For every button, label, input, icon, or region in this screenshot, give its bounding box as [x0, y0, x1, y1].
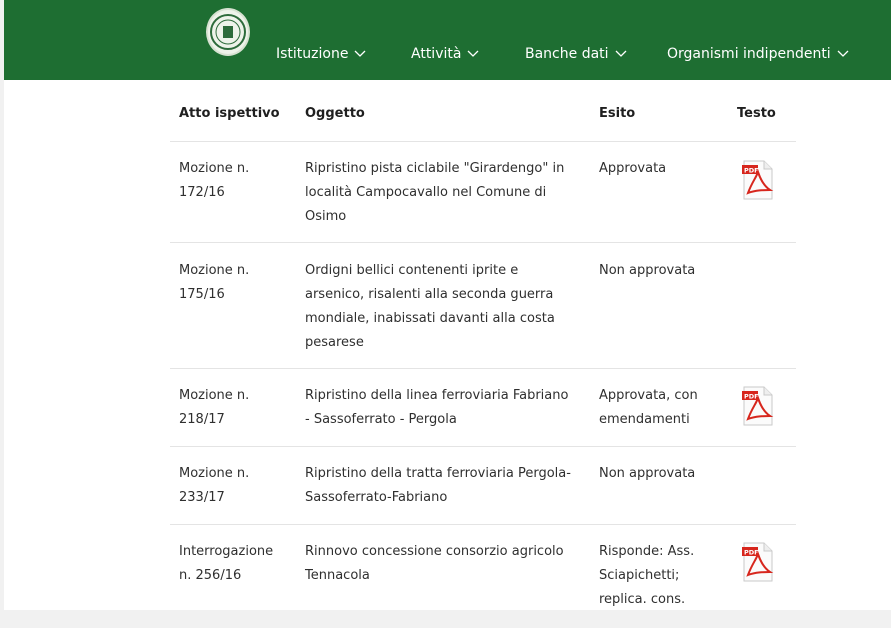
column-header-esito: Esito — [599, 106, 636, 121]
nav-item-istituzione[interactable] — [276, 46, 366, 62]
cell-atto — [179, 259, 249, 307]
esito-line: Approvata, con — [599, 388, 698, 403]
cell-atto — [179, 540, 273, 588]
esito-line: emendamenti — [599, 412, 690, 427]
esito-line: Non approvata — [599, 263, 696, 278]
atto-line: Mozione n. — [179, 466, 250, 481]
atto-line: 233/17 — [179, 490, 225, 505]
row-divider — [170, 446, 796, 447]
chevron-down-icon — [354, 50, 366, 58]
chevron-down-icon — [615, 50, 627, 58]
row-divider — [170, 368, 796, 369]
nav-item-label: Istituzione — [276, 46, 349, 62]
cell-esito — [599, 384, 698, 432]
acts-table — [4, 80, 891, 610]
oggetto-line: arsenico, risalenti alla seconda guerra — [305, 287, 554, 302]
oggetto-line: Ripristino pista ciclabile "Girardengo" in — [305, 161, 565, 176]
oggetto-line: Ordigni bellici contenenti iprite e — [305, 263, 519, 278]
svg-text:PDF: PDF — [744, 392, 759, 401]
atto-line: Interrogazione — [179, 544, 274, 559]
oggetto-line: - Sassoferrato - Pergola — [305, 412, 457, 427]
atto-line: n. 256/16 — [179, 568, 242, 583]
oggetto-line: località Campocavallo nel Comune di — [305, 185, 547, 200]
cell-oggetto — [305, 540, 564, 588]
svg-text:PDF: PDF — [744, 166, 759, 175]
cell-oggetto — [305, 157, 564, 229]
esito-line: Risponde: Ass. — [599, 544, 695, 559]
oggetto-line: mondiale, inabissati davanti alla costa — [305, 311, 555, 326]
header-divider — [170, 141, 796, 142]
atto-line: Mozione n. — [179, 388, 250, 403]
svg-text:PDF: PDF — [744, 548, 759, 557]
logo-seal[interactable] — [206, 8, 250, 56]
column-header-testo: Testo — [737, 106, 776, 121]
pdf-icon[interactable] — [742, 542, 774, 582]
cell-atto — [179, 157, 249, 205]
oggetto-line: Tennacola — [305, 568, 370, 583]
cell-esito — [599, 462, 695, 486]
column-header-atto: Atto ispettivo — [179, 106, 280, 121]
atto-line: Mozione n. — [179, 161, 250, 176]
row-divider — [170, 242, 796, 243]
cell-atto — [179, 462, 249, 510]
site-header — [4, 0, 891, 80]
atto-line: 218/17 — [179, 412, 225, 427]
cell-esito — [599, 259, 695, 283]
page-bottom-bar — [0, 610, 891, 628]
cell-atto — [179, 384, 249, 432]
atto-line: 175/16 — [179, 287, 225, 302]
nav-item-organismi-indipendenti[interactable] — [667, 46, 849, 62]
chevron-down-icon — [837, 50, 849, 58]
cell-oggetto — [305, 462, 571, 510]
oggetto-line: Ripristino della linea ferroviaria Fabriano — [305, 388, 569, 403]
esito-line: Non approvata — [599, 466, 696, 481]
pdf-icon[interactable] — [742, 160, 774, 200]
oggetto-line: Ripristino della tratta ferroviaria Pergola- — [305, 466, 571, 481]
nav-item-banche-dati[interactable] — [525, 46, 627, 62]
cell-esito — [599, 157, 666, 181]
nav-item-attivita[interactable] — [411, 46, 479, 62]
esito-line: Sciapichetti; — [599, 568, 680, 583]
atto-line: 172/16 — [179, 185, 225, 200]
cell-esito — [599, 540, 694, 610]
esito-line: Approvata — [599, 161, 667, 176]
nav-item-label: Organismi indipendenti — [667, 46, 831, 62]
cell-oggetto — [305, 384, 568, 432]
esito-line: replica. cons. — [599, 592, 686, 607]
oggetto-line: Sassoferrato-Fabriano — [305, 490, 448, 505]
column-header-oggetto: Oggetto — [305, 106, 365, 121]
row-divider — [170, 524, 796, 525]
nav-item-label: Attività — [411, 46, 462, 62]
pdf-icon[interactable] — [742, 386, 774, 426]
oggetto-line: pesarese — [305, 335, 364, 350]
cell-oggetto — [305, 259, 555, 355]
oggetto-line: Osimo — [305, 209, 347, 224]
nav-item-label: Banche dati — [525, 46, 609, 62]
chevron-down-icon — [467, 50, 479, 58]
oggetto-line: Rinnovo concessione consorzio agricolo — [305, 544, 564, 559]
atto-line: Mozione n. — [179, 263, 250, 278]
